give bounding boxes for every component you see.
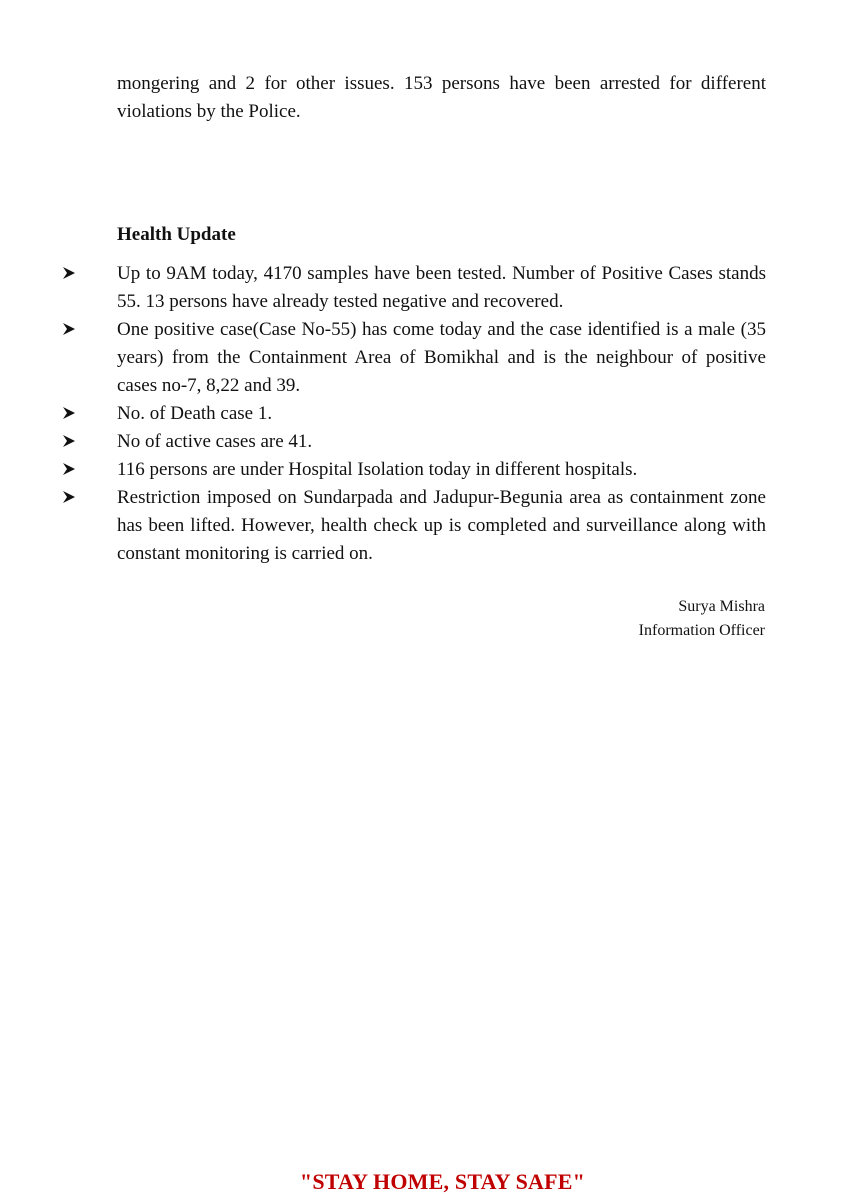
signatory-name: Surya Mishra	[678, 598, 765, 615]
arrowhead-bullet-icon	[62, 263, 76, 283]
section-heading-health-update: Health Update	[117, 224, 236, 245]
list-item-text: One positive case(Case No-55) has come today and the case identified is a male (35 years) from the Containment Area of Bomikhal and is the neighbour of positive cases no-7, 8,22 and 39.	[117, 319, 766, 396]
continued-paragraph: mongering and 2 for other issues. 153 persons have been arrested for different violations by the Police.	[117, 73, 766, 122]
arrowhead-bullet-icon	[62, 459, 76, 479]
signature-block	[639, 595, 765, 643]
arrowhead-bullet-icon	[62, 403, 76, 423]
arrowhead-bullet-icon	[62, 487, 76, 507]
signatory-title: Information Officer	[638, 622, 765, 639]
list-item-text: No. of Death case 1.	[117, 403, 273, 424]
list-item-text: No of active cases are 41.	[117, 431, 313, 452]
health-update-list	[0, 260, 853, 568]
arrowhead-bullet-icon	[62, 319, 76, 339]
arrowhead-bullet-icon	[62, 431, 76, 451]
list-item	[0, 400, 853, 428]
list-item	[0, 260, 853, 316]
list-item	[0, 316, 853, 400]
list-item-text: 116 persons are under Hospital Isolation today in different hospitals.	[117, 459, 638, 480]
list-item-text: Restriction imposed on Sundarpada and Jadupur-Begunia area as containment zone has been lifted. However, health check up is completed and surveillance along with constant monitoring is carried on.	[117, 487, 766, 564]
list-item	[0, 456, 853, 484]
list-item	[0, 484, 853, 568]
list-item	[0, 428, 853, 456]
list-item-text: Up to 9AM today, 4170 samples have been tested. Number of Positive Cases stands 55. 13 persons have already tested negative and recovered.	[117, 263, 766, 312]
slogan-footer: "STAY HOME, STAY SAFE"	[299, 1169, 586, 1194]
